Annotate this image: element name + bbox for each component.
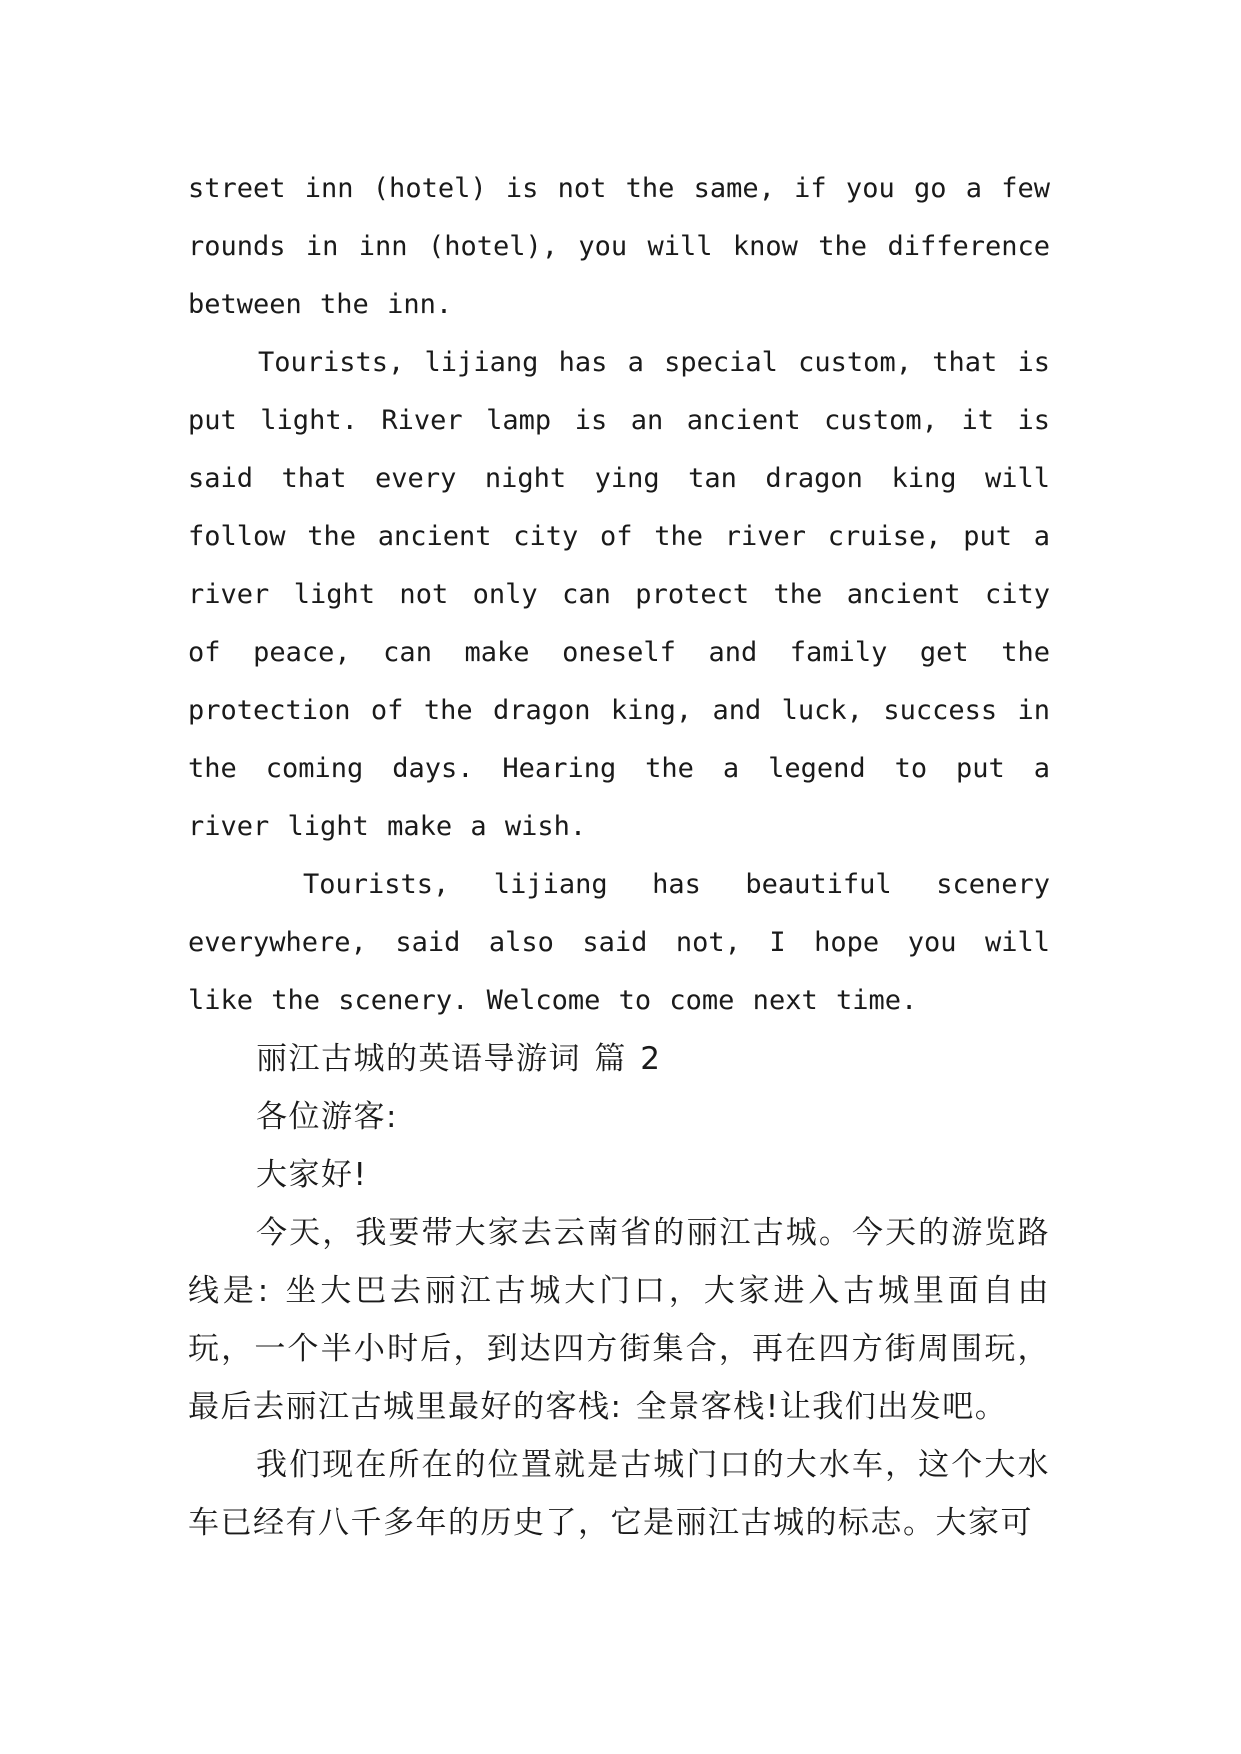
paragraph-itinerary: 今天，我要带大家去云南省的丽江古城。今天的游览路线是: 坐大巴去丽江古城大门口，大家进入古城里面自由玩，一个半小时后，到达四方街集合，再在四方街周围玩，最后去丽江古城里最好的客栈: 全景客栈!让我们出发吧。 — [188, 1215, 1050, 1425]
hello-line: 大家好! — [256, 1157, 368, 1193]
paragraph-inn-continuation: street inn (hotel) is not the same, if you go a few rounds in inn (hotel), you will know the difference between the inn. — [188, 173, 1050, 320]
paragraph-water-wheel: 我们现在所在的位置就是古城门口的大水车，这个大水车已经有八千多年的历史了，它是丽江古城的标志。大家可 — [188, 1447, 1050, 1541]
section-heading: 丽江古城的英语导游词 篇 2 — [256, 1041, 662, 1077]
paragraph-closing-welcome: Tourists, lijiang has beautiful scenery everywhere, said also said not, I hope you will like the scenery. Welcome to come next time. — [188, 869, 1050, 1016]
greeting-line: 各位游客: — [256, 1099, 398, 1135]
paragraph-river-light-custom: Tourists, lijiang has a special custom, that is put light. River lamp is an ancient custom, it is said that every night ying tan dragon king will follow the ancient city of the river cruise, put a river light not only can protect the ancient city of peace, can make oneself and family get the protection of the dragon king, and luck, success in the coming days. Hearing the a legend to put a river light make a wish. — [188, 347, 1050, 842]
document-body — [188, 160, 1050, 1552]
